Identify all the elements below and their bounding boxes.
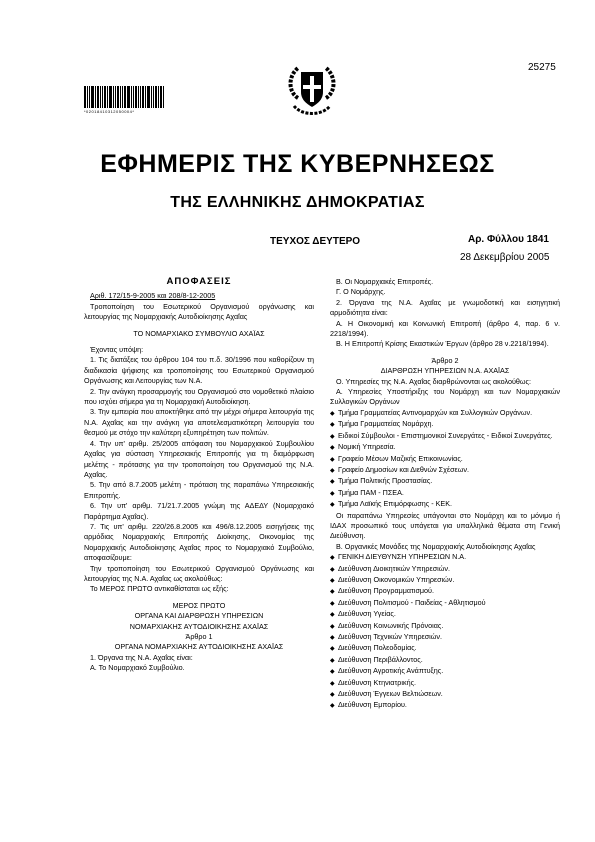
services-heading: Α. Υπηρεσίες Υποστήριξης του Νομάρχη και των Νομαρχιακών Συλλογικών Οργάνων (330, 387, 560, 407)
list-item: 1. Τις διατάξεις του άρθρου 104 του π.δ. 30/1996 που καθορίζουν τη διαδικασία ψήφισης και τροποποίησης του Εσωτερικού Οργανισμού Οργάνωσης και Λειτουργίας των Ν.Α. (84, 355, 314, 386)
council-name: ΤΟ ΝΟΜΑΡΧΙΑΚΟ ΣΥΜΒΟΥΛΙΟ ΑΧΑΪΑΣ (133, 328, 265, 338)
organs-line: Β. Οι Νομαρχιακές Επιτροπές. (336, 277, 434, 286)
organs-line: 2. Όργανα της Ν.Α. Αχαΐας με γνωμοδοτική και εισηγητική αρμοδιότητα είναι: (330, 297, 560, 318)
list-item: ◆ Διεύθυνση Προγραμματισμού. (330, 586, 560, 597)
list-item: ◆ Τμήμα Γραμματείας Αντινομαρχών και Συλλογικών Οργάνων. (330, 408, 560, 419)
decision-number: Αριθ. 172/15-9-2005 και 208/8-12-2005 (90, 291, 216, 301)
page-number: 25275 (528, 62, 556, 73)
list-item: 3. Την εμπειρία που αποκτήθηκε από την μέχρι σήμερα λειτουργία της Ν.Α. Αχαΐας και την ανάγκη για αποτελεσματικότερη λειτουργία του θεσμού με στόχο την καλύτερη εξυπηρέτηση των πολιτών. (84, 407, 314, 438)
list-item: ◆ Διεύθυνση Περιβάλλοντος. (330, 655, 560, 666)
article-number: Άρθρο 1 (185, 632, 213, 641)
right-column (330, 277, 560, 712)
part-subtitle: ΝΟΜΑΡΧΙΑΚΗΣ ΑΥΤΟΔΙΟΙΚΗΣΗΣ ΑΧΑΪΑΣ (129, 621, 269, 631)
list-item: ◆ Διεύθυνση Πολιτισμού - Παιδείας - Αθλητισμού (330, 598, 560, 609)
list-item: 2. Την ανάγκη προσαρμογής του Οργανισμού στο νομοθετικό πλαίσιο που ισχύει σήμερα για τη Νομαρχιακή Αυτοδιοίκηση. (84, 386, 314, 407)
list-item: ◆ Διεύθυνση Έγγειων Βελτιώσεων. (330, 689, 560, 700)
organs-line: Α. Η Οικονομική και Κοινωνική Επιτροπή (άρθρο 4, παρ. 6 ν. 2218/1994). (330, 318, 560, 339)
barcode-text: *02018410312050004* (84, 109, 135, 114)
list-item: 5. Την από 8.7.2005 μελέτη - πρόταση της παραπάνω Υπηρεσιακής Επιτροπής. (84, 480, 314, 500)
gazette-subtitle: ΤΗΣ ΕΛΛΗΝΙΚΗΣ ΔΗΜΟΚΡΑΤΙΑΣ (170, 194, 425, 211)
list-item: ◆ Διεύθυνση Αγροτικής Ανάπτυξης. (330, 666, 560, 677)
organs-line: Α. Το Νομαρχιακό Συμβούλιο. (90, 663, 185, 673)
coat-of-arms-icon (284, 60, 340, 120)
list-item: ◆ Διεύθυνση Διοικητικών Υπηρεσιών. (330, 564, 560, 575)
list-item: 4. Την υπ' αριθμ. 25/2005 απόφαση του Νομαρχιακού Συμβουλίου Αχαΐας για σύσταση Υπηρεσιακής Επιτροπής για τη διαμόρφωση μελέτης - πρότασης για την τροποποίηση του Οργανισμού της Ν.Α. Αχαΐας. (84, 438, 314, 479)
list-item: ◆ Διεύθυνση Εμπορίου. (330, 700, 560, 711)
decision-title: Τροποποίηση του Εσωτερικού Οργανισμού οργάνωσης και λειτουργίας της Νομαρχιακής Αυτοδιοίκησης Αχαΐας (84, 301, 314, 322)
approval-text: Την τροποποίηση του Εσωτερικού Οργανισμού Οργάνωσης και λειτουργίας της Ν.Α. Αχαΐας ως ακολούθως: (84, 563, 314, 583)
list-item: ◆ Γραφείο Δημοσίων και Διεθνών Σχέσεων. (330, 465, 560, 476)
list-item: ◆ ΓΕΝΙΚΗ ΔΙΕΥΘΥΝΣΗ ΥΠΗΡΕΣΙΩΝ Ν.Α. (330, 552, 560, 563)
list-item: ◆ Ειδικοί Σύμβουλοι - Επιστημονικοί Συνεργάτες - Ειδικοί Συνεργάτες. (330, 431, 560, 442)
having-regard: Έχοντας υπόψη: (90, 345, 144, 355)
barcode (84, 86, 176, 108)
list-item: ◆ Τμήμα Πολιτικής Προστασίας. (330, 476, 560, 487)
sheet-number: Αρ. Φύλλου 1841 (468, 234, 549, 245)
part-title: ΜΕΡΟΣ ΠΡΩΤΟ (172, 600, 226, 610)
article-title: ΟΡΓΑΝΑ ΝΟΜΑΡΧΙΑΚΗΣ ΑΥΤΟΔΙΟΙΚΗΣΗΣ ΑΧΑΪΑΣ (114, 642, 284, 652)
article-intro: Ο. Υπηρεσίες της Ν.Α. Αχαΐας διαρθρώνονται ως ακολούθως: (336, 376, 531, 386)
units-heading: Β. Οργανικές Μονάδες της Νομαρχιακής Αυτοδιοίκησης Αχαΐας (336, 541, 536, 551)
list-item: ◆ Διεύθυνση Κοινωνικής Πρόνοιας. (330, 621, 560, 632)
list-item: 6. Την υπ' αριθμ. 71/21.7.2005 γνώμη της ΑΔΕΔΥ (Νομαρχιακό Παράρτημα Αχαΐας). (84, 501, 314, 521)
issue-label: ΤΕΥΧΟΣ ΔΕΥΤΕΡΟ (270, 236, 361, 247)
organs-line: Β. Η Επιτροπή Κρίσης Εκαστικών Έργων (άρθρο 28 ν.2218/1994). (336, 339, 549, 349)
section-heading: ΑΠΟΦΑΣΕΙΣ (166, 276, 232, 287)
article-title: ΔΙΑΡΘΡΩΣΗ ΥΠΗΡΕΣΙΩΝ Ν.Α. ΑΧΑΪΑΣ (380, 366, 510, 376)
left-column (84, 277, 314, 674)
list-item: ◆ Διεύθυνση Πολεοδομίας. (330, 643, 560, 654)
article-number: Άρθρο 2 (431, 355, 459, 365)
list-item: ◆ Νομική Υπηρεσία. (330, 442, 560, 453)
organs-line: Γ. Ο Νομάρχης. (336, 287, 386, 297)
list-item: ◆ Διεύθυνση Κτηνιατρικής. (330, 678, 560, 689)
list-item: ◆ Διεύθυνση Υγείας. (330, 609, 560, 620)
note-text: Οι παραπάνω Υπηρεσίες υπάγονται στο Νομάρχη και το μόνιμο ή ΙΔΑΧ προσωπικό τους υπάγεται για υπαλληλικά θέματα στη Γενική Διεύθυνση. (330, 510, 560, 541)
list-item: 7. Τις υπ' αριθμ. 220/26.8.2005 και 496/8.12.2005 εισηγήσεις της αρμόδιας Νομαρχιακής Επιτροπής Διοίκησης, Οικονομίας της Νομαρχιακής Αυτοδιοίκησης Αχαΐας προς το Νομαρχιακό Συμβούλιο, αποφασίζουμε: (84, 521, 314, 563)
list-item: ◆ Τμήμα Γραμματείας Νομάρχη. (330, 419, 560, 430)
replace-text: Το ΜΕΡΟΣ ΠΡΩΤΟ αντικαθίσταται ως εξής: (90, 584, 229, 594)
organs-line: 1. Όργανα της Ν.Α. Αχαΐας είναι: (90, 652, 193, 662)
list-item: ◆ Διεύθυνση Τεχνικών Υπηρεσιών. (330, 632, 560, 643)
list-item: ◆ Τμήμα Λαϊκής Επιμόρφωσης - ΚΕΚ. (330, 499, 560, 510)
gazette-title: ΕΦΗΜΕΡΙΣ ΤΗΣ ΚΥΒΕΡΝΗΣΕΩΣ (100, 150, 495, 178)
list-item: ◆ Γραφείο Μέσων Μαζικής Επικοινωνίας. (330, 454, 560, 465)
list-item: ◆ Τμήμα ΠΑΜ - ΠΣΕΑ. (330, 488, 560, 499)
part-subtitle: ΟΡΓΑΝΑ ΚΑΙ ΔΙΑΡΘΡΩΣΗ ΥΠΗΡΕΣΙΩΝ (134, 611, 264, 621)
list-item: ◆ Διεύθυνση Οικονομικών Υπηρεσιών. (330, 575, 560, 586)
issue-date: 28 Δεκεμβρίου 2005 (460, 252, 550, 263)
